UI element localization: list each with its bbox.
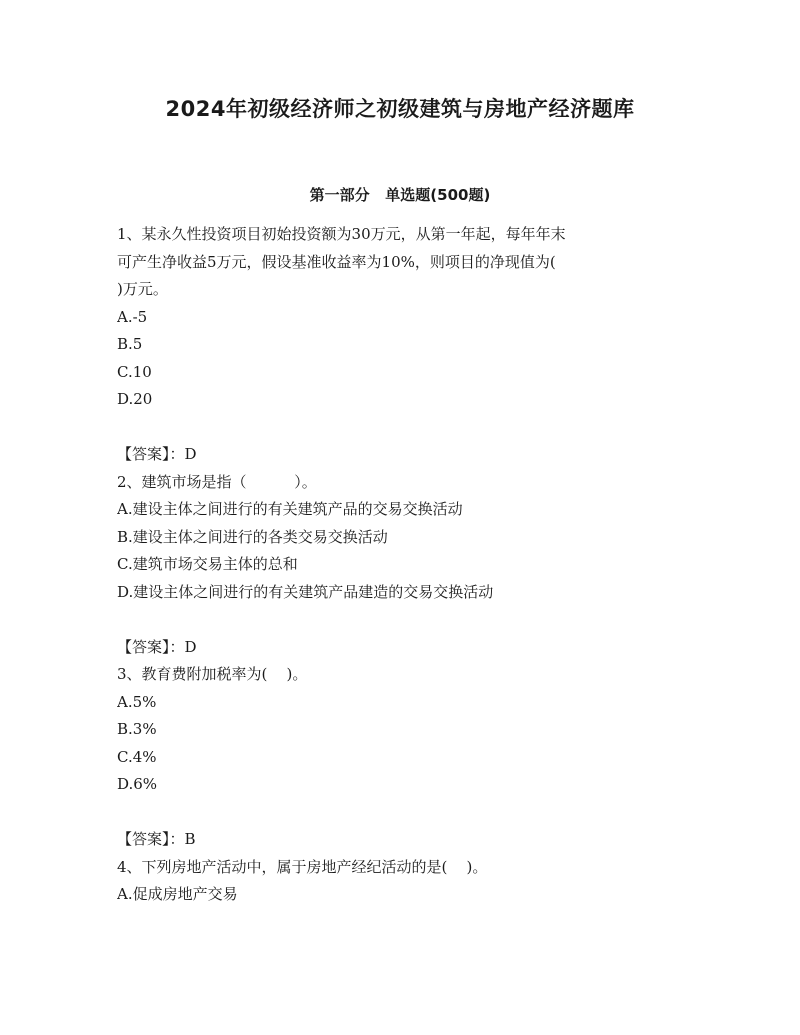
answer-line: 【答案】：B bbox=[117, 830, 196, 848]
option-b: B.建设主体之间进行的各类交易交换活动 bbox=[117, 527, 388, 546]
option-d: D.20 bbox=[117, 390, 153, 408]
spacer bbox=[117, 606, 683, 634]
question-stem-line: 4、下列房地产活动中，属于房地产经纪活动的是( )。 bbox=[117, 857, 488, 876]
spacer bbox=[117, 799, 683, 827]
option-b: B.5 bbox=[117, 335, 143, 353]
question-block bbox=[117, 854, 683, 909]
option-a: A.建设主体之间进行的有关建筑产品的交易交换活动 bbox=[117, 500, 463, 518]
question-stem-line: 可产生净收益5万元，假设基准收益率为10%，则项目的净现值为( bbox=[117, 252, 556, 271]
option-a: A.5% bbox=[117, 692, 157, 711]
question-stem-line: 1、某永久性投资项目初始投资额为30万元，从第一年起，每年年末 bbox=[117, 225, 566, 243]
option-d: D.6% bbox=[117, 775, 158, 793]
question-block bbox=[117, 221, 683, 469]
answer-line: 【答案】：D bbox=[117, 445, 197, 463]
option-c: C.4% bbox=[117, 747, 157, 766]
question-stem-line: )万元。 bbox=[117, 280, 168, 298]
spacer bbox=[117, 414, 683, 442]
question-stem-line: 2、建筑市场是指（ ）。 bbox=[117, 472, 317, 491]
section-heading: 第一部分 单选题(500题) bbox=[309, 186, 491, 204]
question-block bbox=[117, 469, 683, 662]
question-block bbox=[117, 661, 683, 854]
option-c: C.建筑市场交易主体的总和 bbox=[117, 555, 298, 573]
question-stem-line: 3、教育费附加税率为( )。 bbox=[117, 665, 308, 683]
option-d: D.建设主体之间进行的有关建筑产品建造的交易交换活动 bbox=[117, 582, 494, 601]
answer-line: 【答案】：D bbox=[117, 637, 197, 656]
option-c: C.10 bbox=[117, 362, 152, 381]
page-title: 2024年初级经济师之初级建筑与房地产经济题库 bbox=[165, 97, 635, 121]
option-b: B.3% bbox=[117, 720, 157, 738]
option-a: A.-5 bbox=[117, 307, 148, 326]
option-a: A.促成房地产交易 bbox=[117, 885, 238, 903]
question-list bbox=[117, 221, 683, 909]
